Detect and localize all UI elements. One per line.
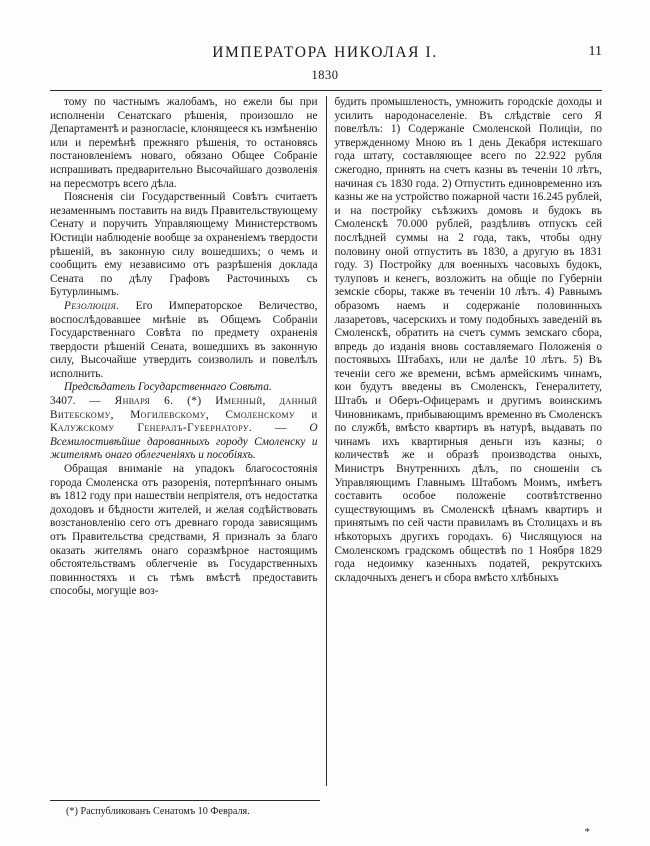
footnote-text: Распубликованъ Сенатомъ 10 Февраля. (77, 806, 250, 817)
page-header (0, 44, 650, 62)
resolution-text: Его Императорское Величество, воспослѣдовавшее мнѣнiе въ Общемъ Собранiи Государственнаго Совѣта по предмету охраненiя твердости рѣшенiй Сената, вошедшихъ въ законную силу, Высочайше утвердить соизволилъ и повелѣлъ исполнить. (50, 299, 318, 380)
act-title: О Всемилостивѣйше дарованныхъ городу Смоленску и жителямъ онаго облегченiяхъ и пособiяхъ. (50, 422, 318, 462)
paragraph: Поясненiя сiи Государственный Совѣтъ считаетъ незаменнымъ поставить на видъ Правительствующему Сенату и поручить Управляющему Министерствомъ Юстицiи наблюденiе вообще за охраненiемъ твердости рѣшенiй, въ законную силу вошедшихъ; о чемъ и сообщить ему независимо отъ разрѣшенiя доклада Сената по дѣлу Графовъ Расточиныхъ съ Бутурлинымъ. (50, 191, 318, 299)
paragraph: будить промышленость, умножить городскiе доходы и усилить народонаселенiе. Въ слѣдствiе сего Я повелѣлъ: 1) Содержанiе Смоленской Полицiи, по утвержденному Мною въ 1 день Декабря истекшаго года штату, составляющее всего по 22.922 рубля сжегодно, принять на счетъ казны въ теченiи 10 лѣтъ, начиная съ 1830 года. 2) Отпустить единовременно изъ казны же на устройство пожарной части 16.245 рублей, и на постройку съѣзжихъ домовъ и будокъ въ Смоленскѣ 70.000 рублей, раздѣливъ отпускъ сей послѣдней суммы на 2 года, такъ, чтобы одну половину оной отпустить въ 1830, а другую въ 1831 году. 3) Постройку для военныхъ часовыхъ будокъ, тулуповъ и кенегъ, возложить на общiе по Губернiи земскiе сборы, также въ теченiи 10 лѣтъ. 4) Равнымъ образомъ наемъ и содержанiе половинныхъ лазаретовъ, часерскихъ и тому подобныхъ заведенiй въ Смоленскѣ, обратить на счетъ суммъ земскаго сбора, впредь до изданiя вновь составляемаго Положенiя о постоявыхъ Штабахъ, или не далѣе 10 лѣтъ. 5) Въ теченiи сего же времени, всѣмъ армейскимъ чинамъ, кои будутъ введены въ Смоленскъ, Генералитету, Штабъ и Оберъ-Офицерамъ и другимъ воинскимъ Чиновникамъ, прибывающимъ временно въ Смоленскъ по службѣ, вмѣсто квартиръ въ натурѣ, выдавать по чинамъ ихъ квартирныя деньги изъ казны; о количествѣ же и образѣ производства оныхъ, Министръ Внутреннихъ дѣлъ, по сношенiи съ Управляющимъ Главнымъ Штабомъ Моимъ, имѣетъ составить особое положенiе соотвѣтственно существующимъ въ Смоленскѣ цѣнамъ квартиръ и принятымъ по сей части правиламъ въ Столицахъ и въ нѣкоторыхъ другихъ городахъ. 6) Числящуюся на Смоленскомъ градскомъ обществѣ по 1 Ноября 1829 года недоимку казенныхъ податей, рекрутскихъ складочныхъ денегъ и сбора вмѣсто хлѣбныхъ (334, 96, 602, 584)
act-body: Обращая вниманiе на упадокъ благосостоянiя города Смоленска отъ разоренiя, потерпѣннаго онымъ въ 1812 году при нашествiи непрiятеля, отъ недостатка доходовъ и бѣдности жителей, и желая содѣйствовать возстановленiю сего отъ древнаго города зависящимъ отъ Правительства средствами, Я призналъ за благо оказать жителямъ онаго соразмѣрное настоящимъ обстоятельствамъ облегченiе въ Государственныхъ повинностяхъ и съ тѣмъ вмѣстѣ предоставить способы, могущiе воз- (50, 463, 318, 598)
footnote (50, 806, 450, 818)
resolution-paragraph (50, 300, 318, 382)
act-date-addressee: — Января 6. (*) Именный, данный Витебскому, Могилевскому, Смоленскому и Калужскому Генералъ-Губернатору. — (50, 395, 318, 435)
page-title: ИМПЕРАТОРА НИКОЛАЯ I. (212, 44, 438, 61)
act-number: 3407. (50, 395, 76, 408)
two-column-body (50, 96, 602, 786)
right-column (327, 96, 603, 786)
header-divider (50, 90, 602, 91)
act-heading (50, 395, 318, 463)
footnote-divider (50, 800, 320, 801)
signature-mark: * (584, 826, 590, 838)
left-column (50, 96, 327, 786)
council-signature: Предсѣдатель Государственнаго Совѣта. (64, 381, 272, 394)
page-number: 11 (588, 44, 602, 59)
resolution-label: Резолюцiя. (64, 299, 120, 312)
year-label: 1830 (311, 68, 339, 82)
footnote-marker: (*) (66, 806, 78, 817)
paragraph: тому по частнымъ жалобамъ, но ежели бы при исполненiи Сенатскаго рѣшенiя, произошло не Департаментѣ и разногласiе, клонящееся къ измѣненiю или и перемѣнѣ прежняго рѣшенiя, то остановясь постановленiемъ новаго, обязано Общее Собранiе испрашивать предварительно Высочайшаго дозволенiя на пересмотръ всего дѣла. (50, 96, 318, 190)
